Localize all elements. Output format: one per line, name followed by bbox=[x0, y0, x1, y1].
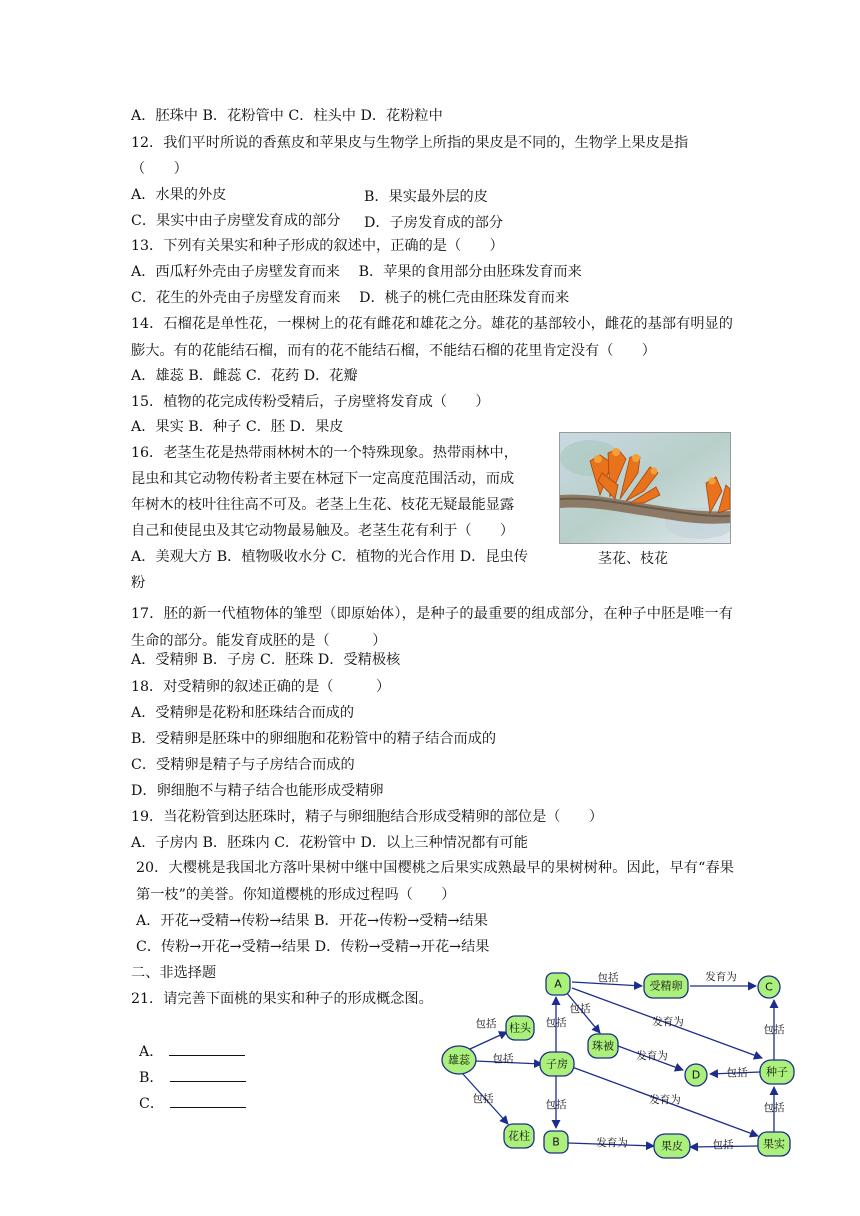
svg-text:珠被: 珠被 bbox=[592, 1039, 614, 1053]
label-shoujingluan-c: 发育为 bbox=[705, 971, 737, 983]
svg-text:B: B bbox=[552, 1135, 560, 1149]
q19-options: A．子房内 B．胚珠内 C．花粉管中 D．以上三种情况都有可能 bbox=[131, 835, 528, 851]
q13-stem: 13．下列有关果实和种子形成的叙述中，正确的是（ ） bbox=[131, 238, 504, 254]
section-title: 二、非选择题 bbox=[131, 965, 217, 981]
blank-c-row bbox=[139, 1094, 246, 1113]
node-xiongrui bbox=[442, 1046, 476, 1074]
q13-options-cd: C．花生的外壳由子房壁发育而来 D．桃子的桃仁壳由胚珠发育而来 bbox=[131, 290, 570, 306]
q18-option-a: A．受精卵是花粉和胚珠结合而成的 bbox=[131, 705, 355, 721]
label-a-shoujingluan: 包括 bbox=[597, 972, 619, 984]
q16-line-6: 粉 bbox=[131, 575, 146, 591]
q12-option-a: A．水果的外皮 bbox=[131, 187, 227, 203]
concept-map bbox=[436, 965, 800, 1160]
svg-text:A: A bbox=[554, 977, 562, 991]
q11-options: A．胚珠中 B．花粉管中 C．柱头中 D．花粉粒中 bbox=[131, 108, 443, 124]
q18-stem: 18．对受精卵的叙述正确的是（ ） bbox=[131, 679, 391, 695]
blank-a-label: A． bbox=[139, 1044, 164, 1060]
node-zhubei bbox=[588, 1034, 618, 1058]
label-zifang-a: 包括 bbox=[545, 1017, 567, 1029]
node-c bbox=[758, 976, 780, 998]
label-xiongrui-zhutou: 包括 bbox=[475, 1018, 497, 1030]
svg-text:种子: 种子 bbox=[766, 1065, 788, 1079]
q12-paren: （ ） bbox=[131, 161, 188, 177]
svg-text:果实: 果实 bbox=[763, 1137, 785, 1151]
node-guoshi bbox=[758, 1132, 790, 1156]
blank-b-label: B． bbox=[139, 1070, 164, 1086]
label-guoshi-zhongzi: 包括 bbox=[763, 1102, 785, 1114]
blank-b-row bbox=[139, 1068, 246, 1087]
q20-stem: 20．大樱桃是我国北方落叶果树中继中国樱桃之后果实成熟最早的果树树种。因此，早有“春果第一枝”的美誉。你知道樱桃的形成过程吗（ ） bbox=[136, 860, 734, 903]
label-zhongzi-c: 包括 bbox=[763, 1024, 785, 1036]
q16-line-5: A．美观大方 B．植物吸收水分 C．植物的光合作用 D．昆虫传 bbox=[131, 549, 528, 565]
svg-text:子房: 子房 bbox=[546, 1057, 568, 1071]
q12-stem: 12．我们平时所说的香蕉皮和苹果皮与生物学上所指的果皮是不同的，生物学上果皮是指 bbox=[131, 135, 689, 151]
q18-option-c: C．受精卵是精子与子房结合而成的 bbox=[131, 757, 355, 773]
node-a bbox=[546, 973, 570, 995]
q18-option-b: B．受精卵是胚珠中的卵细胞和花粉管中的精子结合而成的 bbox=[131, 731, 497, 747]
q20-options-ab: A．开花→受精→传粉→结果 B．开花→传粉→受精→结果 bbox=[136, 913, 488, 929]
q15-stem: 15．植物的花完成传粉受精后，子房壁将发育成（ ） bbox=[131, 394, 490, 410]
q15-options: A．果实 B．种子 C．胚 D．果皮 bbox=[131, 419, 344, 435]
q14-stem: 14．石榴花是单性花，一棵树上的花有雌花和雄花之分。雄花的基部较小，雌花的基部有明显的膨大。有的花能结石榴，而有的花不能结石榴，不能结石榴的花里肯定没有（ ） bbox=[131, 316, 733, 359]
q21-stem: 21．请完善下面桃的果实和种子的形成概念图。 bbox=[131, 991, 433, 1007]
svg-text:果皮: 果皮 bbox=[661, 1139, 683, 1153]
q20-options-cd: C．传粉→开花→受精→结果 D．传粉→受精→开花→结果 bbox=[136, 939, 490, 955]
node-shoujingluan bbox=[644, 974, 688, 998]
blank-c-label: C． bbox=[139, 1096, 165, 1112]
q16-line-4: 自己和使昆虫及其它动物最易触及。老茎生花有利于（ ） bbox=[131, 523, 515, 539]
label-a-zhongzi: 发育为 bbox=[652, 1016, 684, 1028]
blank-a-line[interactable] bbox=[169, 1042, 245, 1056]
node-d bbox=[685, 1064, 707, 1086]
label-zifang-guoshi: 发育为 bbox=[649, 1094, 681, 1106]
svg-text:雄蕊: 雄蕊 bbox=[448, 1053, 470, 1067]
q17-options: A．受精卵 B．子房 C．胚珠 D．受精极核 bbox=[131, 652, 401, 668]
node-huazhu bbox=[504, 1124, 534, 1148]
q16-line-2: 昆虫和其它动物传粉者主要在林冠下一定高度范围活动，而成 bbox=[131, 471, 515, 487]
blank-b-line[interactable] bbox=[170, 1068, 246, 1082]
svg-text:花柱: 花柱 bbox=[508, 1129, 530, 1143]
node-guopi bbox=[654, 1134, 690, 1158]
q12-option-d: D．子房发育成的部分 bbox=[364, 215, 504, 231]
node-zhutou bbox=[506, 1016, 534, 1040]
q12-option-c: C．果实中由子房壁发育成的部分 bbox=[131, 213, 341, 229]
node-b bbox=[544, 1131, 568, 1153]
q14-options: A．雄蕊 B．雌蕊 C．花药 D．花瓣 bbox=[131, 368, 358, 384]
q13-options-ab: A．西瓜籽外壳由子房壁发育而来 B．苹果的食用部分由胚珠发育而来 bbox=[131, 264, 582, 280]
label-b-guopi: 发育为 bbox=[596, 1137, 628, 1149]
node-zhongzi bbox=[760, 1060, 794, 1084]
label-zhubei-d: 发育为 bbox=[636, 1050, 668, 1062]
q18-option-d: D．卵细胞不与精子结合也能形成受精卵 bbox=[131, 783, 384, 799]
node-zifang bbox=[540, 1052, 574, 1076]
label-xiongrui-zifang: 包括 bbox=[492, 1053, 514, 1065]
label-a-zhubei: 包括 bbox=[569, 1003, 591, 1015]
q16-line-1: 16．老茎生花是热带雨林树木的一个特殊现象。热带雨林中， bbox=[131, 445, 518, 461]
q12-option-b: B．果实最外层的皮 bbox=[364, 189, 488, 205]
svg-text:C: C bbox=[765, 980, 773, 994]
blank-a-row bbox=[139, 1042, 245, 1061]
stem-flower-photo bbox=[559, 432, 731, 544]
label-xiongrui-huazhu: 包括 bbox=[472, 1093, 494, 1105]
label-zhongzi-d: 包括 bbox=[726, 1067, 748, 1079]
label-zifang-b: 包括 bbox=[545, 1099, 567, 1111]
q19-stem: 19．当花粉管到达胚珠时，精子与卵细胞结合形成受精卵的部位是（ ） bbox=[131, 809, 604, 825]
q17-stem: 17．胚的新一代植物体的雏型（即原始体），是种子的最重要的组成部分，在种子中胚是唯一有生命的部分。能发育成胚的是（ ） bbox=[131, 606, 733, 649]
q16-line-3: 年树木的枝叶往往高不可及。老茎上生花、枝花无疑最能显露 bbox=[131, 497, 515, 513]
photo-caption: 茎花、枝花 bbox=[598, 551, 668, 567]
blank-c-line[interactable] bbox=[170, 1094, 246, 1108]
svg-text:柱头: 柱头 bbox=[509, 1021, 531, 1035]
edge-xiongrui-zhutou bbox=[470, 1032, 507, 1049]
label-guoshi-guopi: 包括 bbox=[712, 1139, 734, 1151]
svg-text:受精卵: 受精卵 bbox=[649, 979, 683, 993]
svg-text:D: D bbox=[691, 1068, 701, 1082]
